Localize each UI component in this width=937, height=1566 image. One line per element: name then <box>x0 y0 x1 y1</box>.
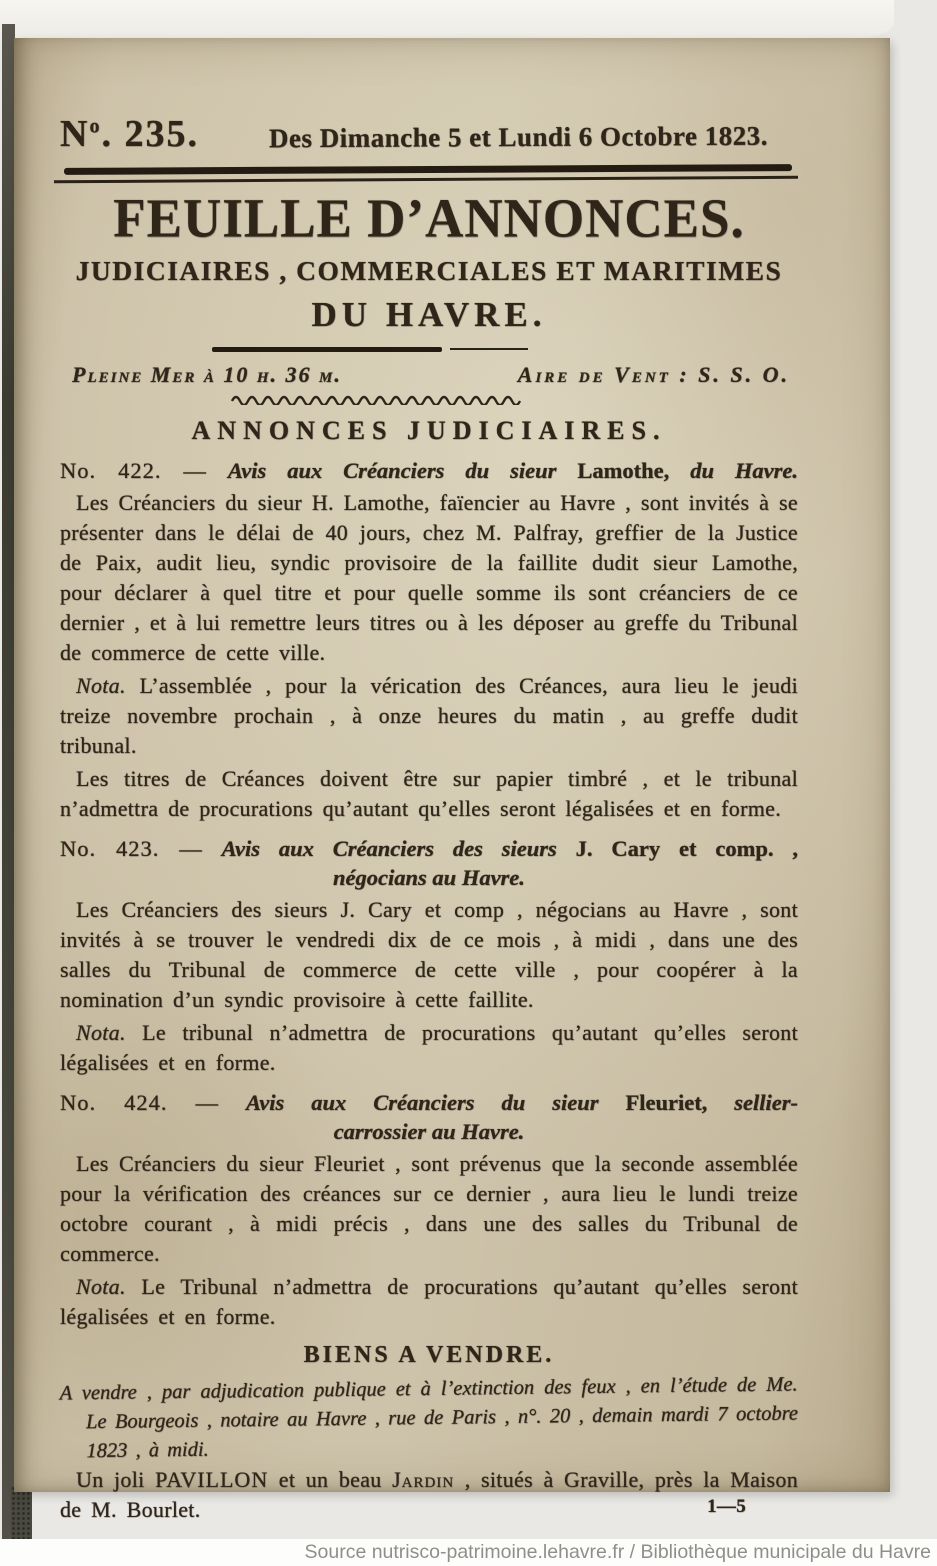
notice-422-nota-text: L’assemblée , pour la vérication des Créances, aura lieu le jeudi treize novembre prochain , à onze heures du matin , au greffe dudit tribunal. <box>60 672 798 758</box>
short-rule-thin-segment <box>450 348 528 351</box>
notice-423-nota-text: Le tribunal n’admettra de procurations qu’autant qu’elles seront légalisées et en forme. <box>60 1019 798 1075</box>
wave-icon <box>230 393 530 405</box>
notice-422-number: No. 422. — <box>60 457 207 483</box>
biens-p2-text-a: Un joli <box>76 1466 145 1492</box>
notice-422-head-name: Lamothe, <box>577 457 670 483</box>
tide-info: Pleine Mer à 10 h. 36 m. <box>72 361 342 387</box>
biens-p2-text-b: et un beau <box>278 1466 382 1492</box>
page-behind-edge <box>0 0 894 41</box>
biens-paragraph-2 <box>60 1465 798 1525</box>
wavy-ornament-rule <box>230 392 798 404</box>
notice-424-nota-text: Le Tribunal n’admettra de procurations qu’autant qu’elles seront légalisées et en forme. <box>60 1273 798 1329</box>
biens-p2-jardin: Jardin <box>392 1466 455 1492</box>
issue-number <box>60 112 199 156</box>
notice-423-number: No. 423. — <box>60 835 203 861</box>
notice-422-nota-label: Nota. <box>76 672 126 698</box>
biens-p2-text-c: , situés à Graville, près la Maison de M. Bourlet. <box>60 1466 799 1522</box>
biens-p2-pavillon: PAVILLON <box>155 1466 269 1492</box>
short-rule-thick-segment <box>212 347 442 352</box>
notice-423-heading-line-2: négocians au Havre. <box>333 864 525 890</box>
notice-424-head-italic-2: sellier- <box>734 1089 799 1115</box>
notice-424-heading-line-1 <box>60 1088 798 1117</box>
masthead-short-rule <box>212 347 798 352</box>
notice-422-paragraph-2: Les titres de Créances doivent être sur papier timbré , et le tribunal n’admettra de procurations qu’autant qu’elles seront légalisées et en forme. <box>60 765 798 821</box>
caption-bar <box>0 1539 937 1566</box>
notice-423-nota <box>60 1018 798 1078</box>
issue-header-row <box>60 112 798 156</box>
section-title-biens-a-vendre: BIENS A VENDRE. <box>303 1341 555 1368</box>
notice-422-head-italic-1: Avis aux Créanciers du sieur <box>227 457 557 483</box>
issue-number-prefix: N <box>60 113 90 155</box>
notice-423-paragraph-1: Les Créanciers des sieurs J. Cary et comp , négocians au Havre , sont invités à se trouver le vendredi dix de ce mois , à midi , dans une des salles du Tribunal de commerce de cette ville , pour coopérer à la nomination d’un syndic provisoire à cette faillite. <box>60 896 798 1012</box>
notice-424-nota <box>60 1272 798 1332</box>
masthead-title: FEUILLE D’ANNONCES. <box>113 188 745 249</box>
wind-info: Aire de Vent : S. S. O. <box>517 361 790 387</box>
issue-number-rest: . 235. <box>101 113 199 155</box>
masthead-place: DU HAVRE. <box>311 294 547 334</box>
date-line: Des Dimanche 5 et Lundi 6 Octobre 1823. <box>268 120 769 154</box>
notice-422-head-italic-2: du Havre. <box>690 457 799 483</box>
notice-424-head-name: Fleuriet, <box>625 1089 708 1115</box>
section-title-annonces-judiciaires: ANNONCES JUDICIAIRES. <box>191 415 667 445</box>
notice-423-head-italic-1: Avis aux Créanciers des sieurs <box>221 835 557 861</box>
insertion-count-mark: 1—5 <box>707 1495 746 1517</box>
notice-424-number: No. 424. — <box>60 1089 219 1115</box>
notice-424-head-italic-1: Avis aux Créanciers du sieur <box>245 1089 599 1115</box>
biens-paragraph-1: A vendre , par adjudication publique et à l’extinction des feux , en l’étude de Me. Le Bourgeois , notaire au Havre , rue de Paris , n°. 20 , demain mardi 7 octobre 1823 , à midi. <box>59 1372 799 1462</box>
masthead-rule-thick <box>64 164 792 175</box>
notice-424-paragraph-1: Les Créanciers du sieur Fleuriet , sont prévenus que la seconde assemblée pour la vérification des créances sur ce dernier , aura lieu le lundi treize octobre courant , à midi précis , dans une des salles du Tribunal de commerce. <box>60 1150 798 1266</box>
source-caption: Source nutrisco-patrimoine.lehavre.fr / Bibliothèque municipale du Havre <box>304 1541 931 1563</box>
tide-wind-row <box>60 362 798 388</box>
page-content <box>14 38 890 1525</box>
issue-number-sup: o <box>89 115 102 138</box>
notice-422-paragraph-1: Les Créanciers du sieur H. Lamothe, faïencier au Havre , sont invités à se présenter dans le délai de 40 jours, chez M. Palfray, greffier de la Justice de Paix, audit lieu, syndic provisoire de la faillite dudit sieur Lamothe, pour déclarer à quel titre et pour quelle somme ils sont créanciers de ce dernier , et à lui remettre leurs titres ou à les déposer au greffe du Tribunal de commerce de cette ville. <box>60 489 798 665</box>
notice-423-head-name: J. Cary et comp. , <box>575 835 799 861</box>
masthead-subtitle: JUDICIAIRES , COMMERCIALES ET MARITIMES <box>75 254 783 286</box>
newspaper-page <box>14 38 890 1522</box>
notice-423-heading-line-1 <box>60 834 798 863</box>
masthead-rule-thin <box>54 176 798 183</box>
notice-422-heading <box>60 456 798 485</box>
notice-423-nota-label: Nota. <box>76 1019 126 1045</box>
notice-422-nota <box>60 671 798 761</box>
notice-424-nota-label: Nota. <box>76 1273 126 1299</box>
notice-424-heading-line-2: carrossier au Havre. <box>333 1118 525 1144</box>
